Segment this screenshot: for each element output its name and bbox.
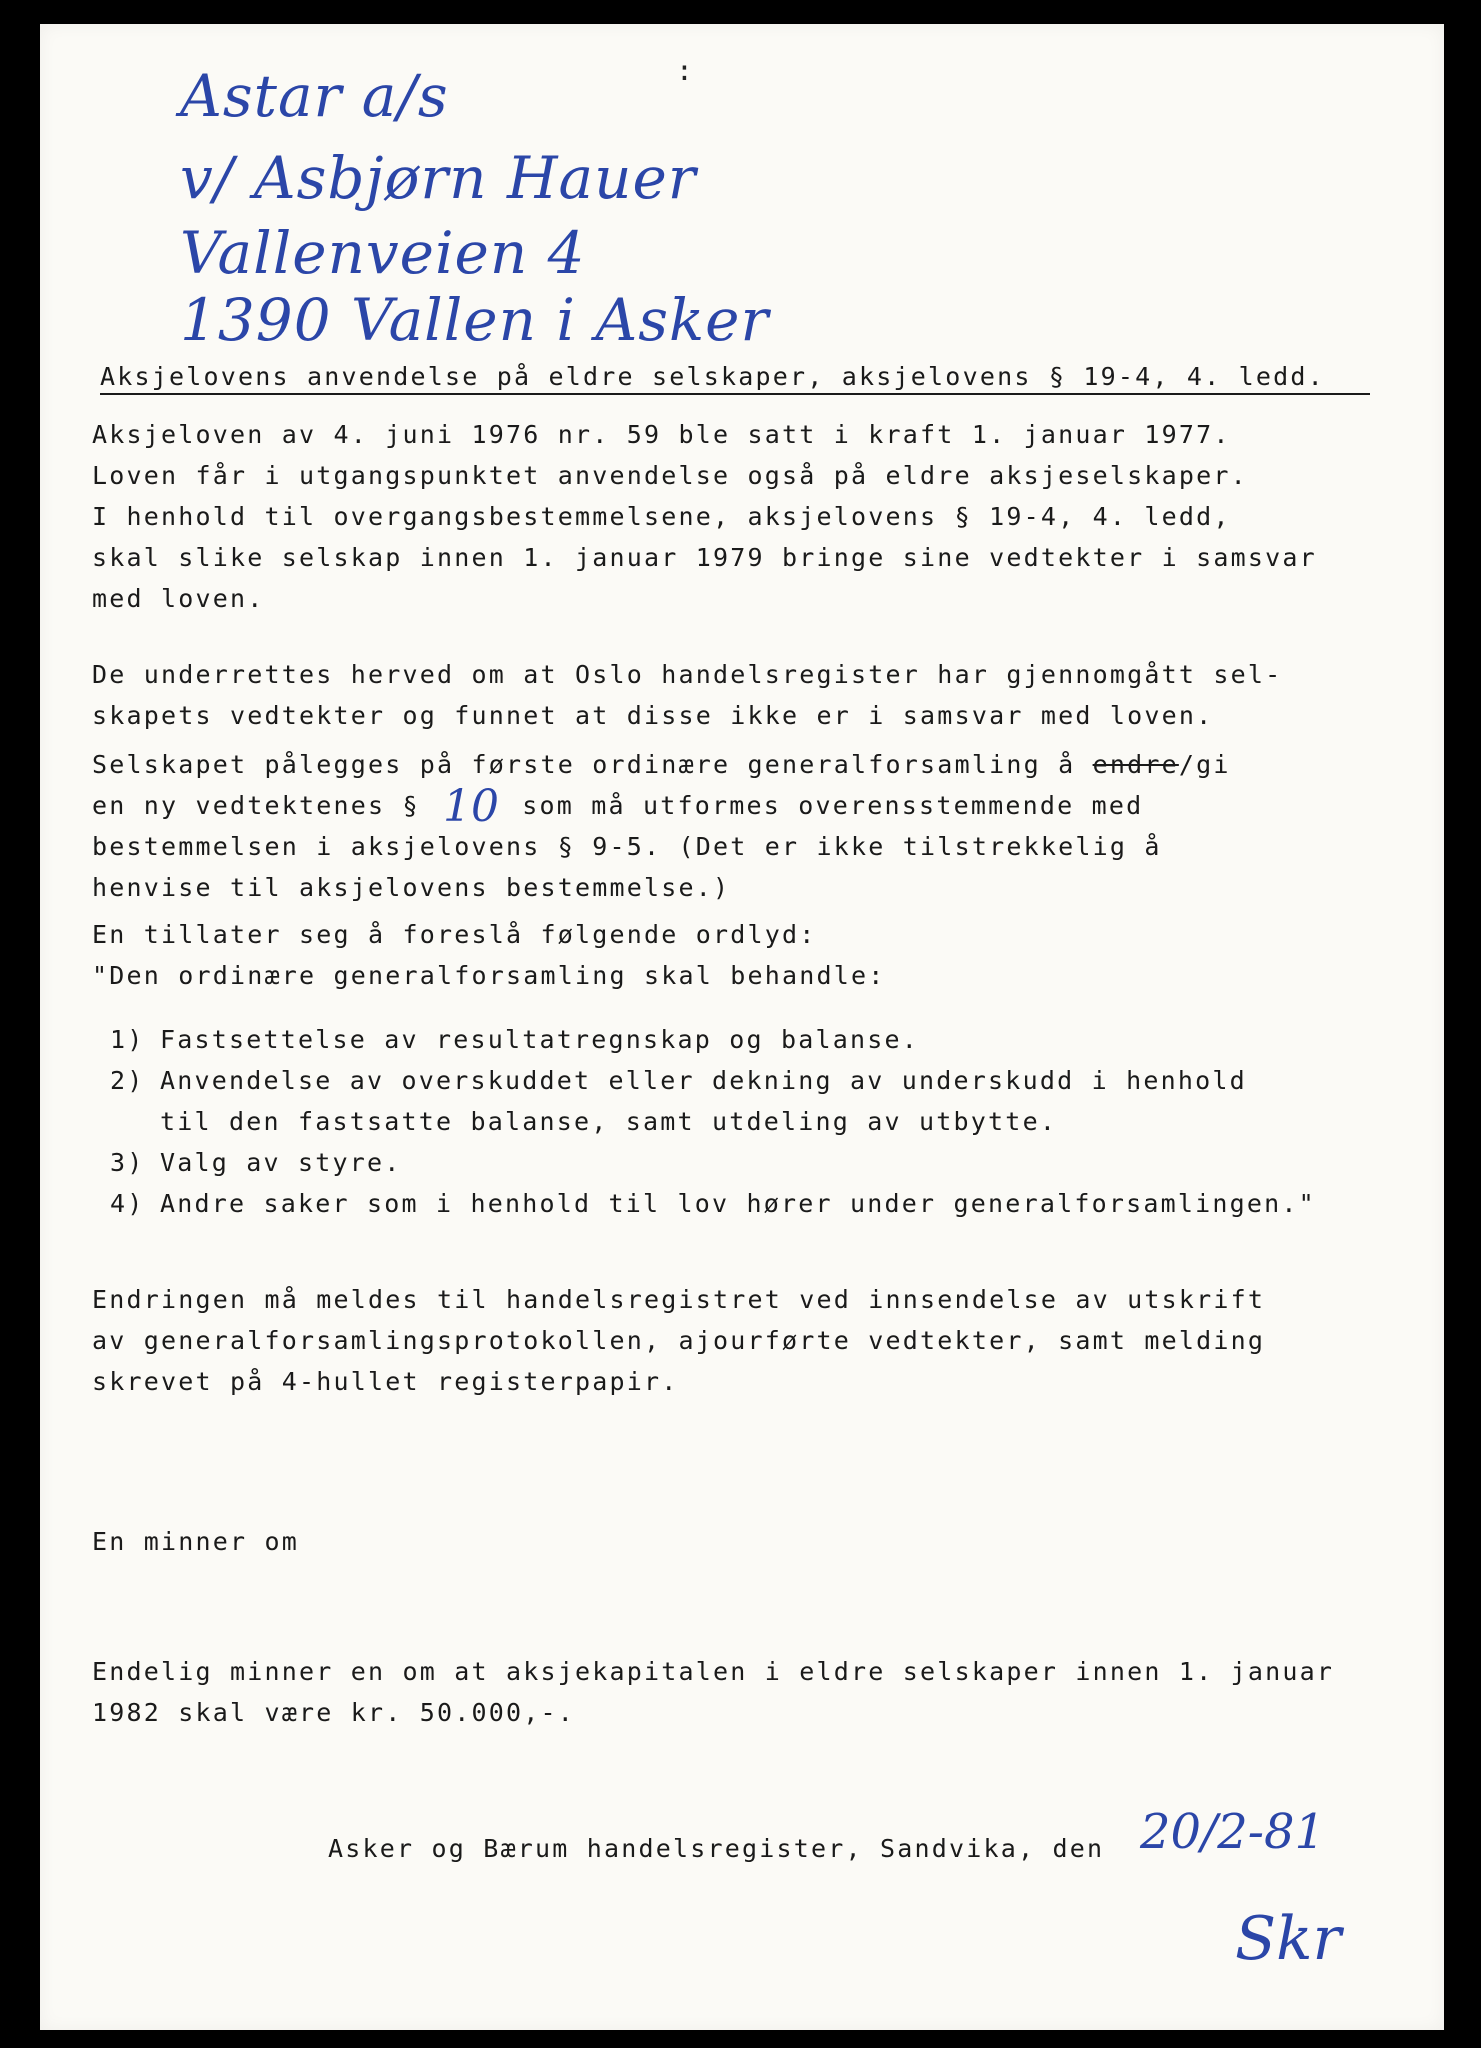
paragraph-proposal: En tillater seg å foreslå følgende ordlyd: "Den ordinære generalforsamling skal behandle:	[92, 920, 886, 990]
list-item-text: Fastsettelse av resultatregnskap og balanse.	[160, 1025, 920, 1054]
handwritten-date: 20/2-81	[1140, 1804, 1326, 1860]
handwritten-section-number: 10	[443, 781, 500, 832]
list-item-text: Andre saker som i henhold til lov hører under generalforsamlingen."	[160, 1189, 1316, 1218]
paragraph-reminder: En minner om	[92, 1527, 300, 1556]
handwritten-signature: Skr	[1235, 1904, 1342, 1974]
struck-word: endre	[1092, 750, 1179, 779]
list-item-number: 1)	[110, 1025, 145, 1054]
instruction-text-start: Selskapet pålegges på første ordinære generalforsamling å	[92, 750, 1093, 779]
instruction-text-end: som må utformes overensstemmende med bestemmelsen i aksjelovens § 9-5. (Det er ikke tilstrekkelig å henvise til aksjelovens bestemmelse.)	[92, 791, 1162, 902]
list-item	[110, 1183, 1410, 1224]
list-item	[110, 1060, 1410, 1142]
list-item-number: 4)	[110, 1189, 145, 1218]
handwritten-address-line-2: v/ Asbjørn Hauer	[180, 144, 697, 212]
list-item-text: Valg av styre.	[160, 1148, 402, 1177]
handwritten-address-line-3: Vallenveien 4	[180, 219, 586, 287]
agenda-list	[110, 1019, 1410, 1224]
list-item	[110, 1142, 1410, 1183]
list-item-number: 3)	[110, 1148, 145, 1177]
paragraph-notice: De underrettes herved om at Oslo handelsregister har gjennomgått sel- skapets vedtekter og funnet at disse ikke er i samsvar med loven.	[92, 660, 1283, 730]
paragraph-capital: Endelig minner en om at aksjekapitalen i eldre selskaper innen 1. januar 1982 skal være kr. 50.000,-.	[92, 1657, 1335, 1727]
list-item	[110, 1019, 1410, 1060]
list-item-number: 2)	[110, 1066, 145, 1095]
paragraph-registration: Endringen må meldes til handelsregistret ved innsendelse av utskrift av generalforsamlingsprotokollen, ajourførte vedtekter, samt melding skrevet på 4-hullet registerpapir.	[92, 1285, 1266, 1396]
paragraph-instruction	[92, 744, 1392, 908]
handwritten-address-line-1: Astar a/s	[180, 62, 449, 130]
document-page	[40, 24, 1444, 2030]
paragraph-law-effect: Aksjeloven av 4. juni 1976 nr. 59 ble satt i kraft 1. januar 1977. Loven får i utgangspunktet anvendelse også på eldre aksjeselskaper. I henhold til overgangsbestemmelsene, aksjelovens § 19-4, 4. ledd, skal slike selskap innen 1. januar 1979 bringe sine vedtekter i samsvar med loven.	[92, 420, 1317, 613]
signature-line: Asker og Bærum handelsregister, Sandvika, den	[328, 1834, 1105, 1863]
ink-speck-mark: :	[676, 54, 693, 87]
list-item-text: Anvendelse av overskuddet eller dekning av underskudd i henhold til den fastsatte balanse, samt utdeling av utbytte.	[160, 1066, 1247, 1136]
instruction-text-middle: /gi en ny vedtektenes §	[92, 750, 1231, 820]
handwritten-address-line-4: 1390 Vallen i Asker	[180, 286, 770, 354]
document-heading: Aksjelovens anvendelse på eldre selskaper, aksjelovens § 19-4, 4. ledd.	[100, 362, 1370, 395]
